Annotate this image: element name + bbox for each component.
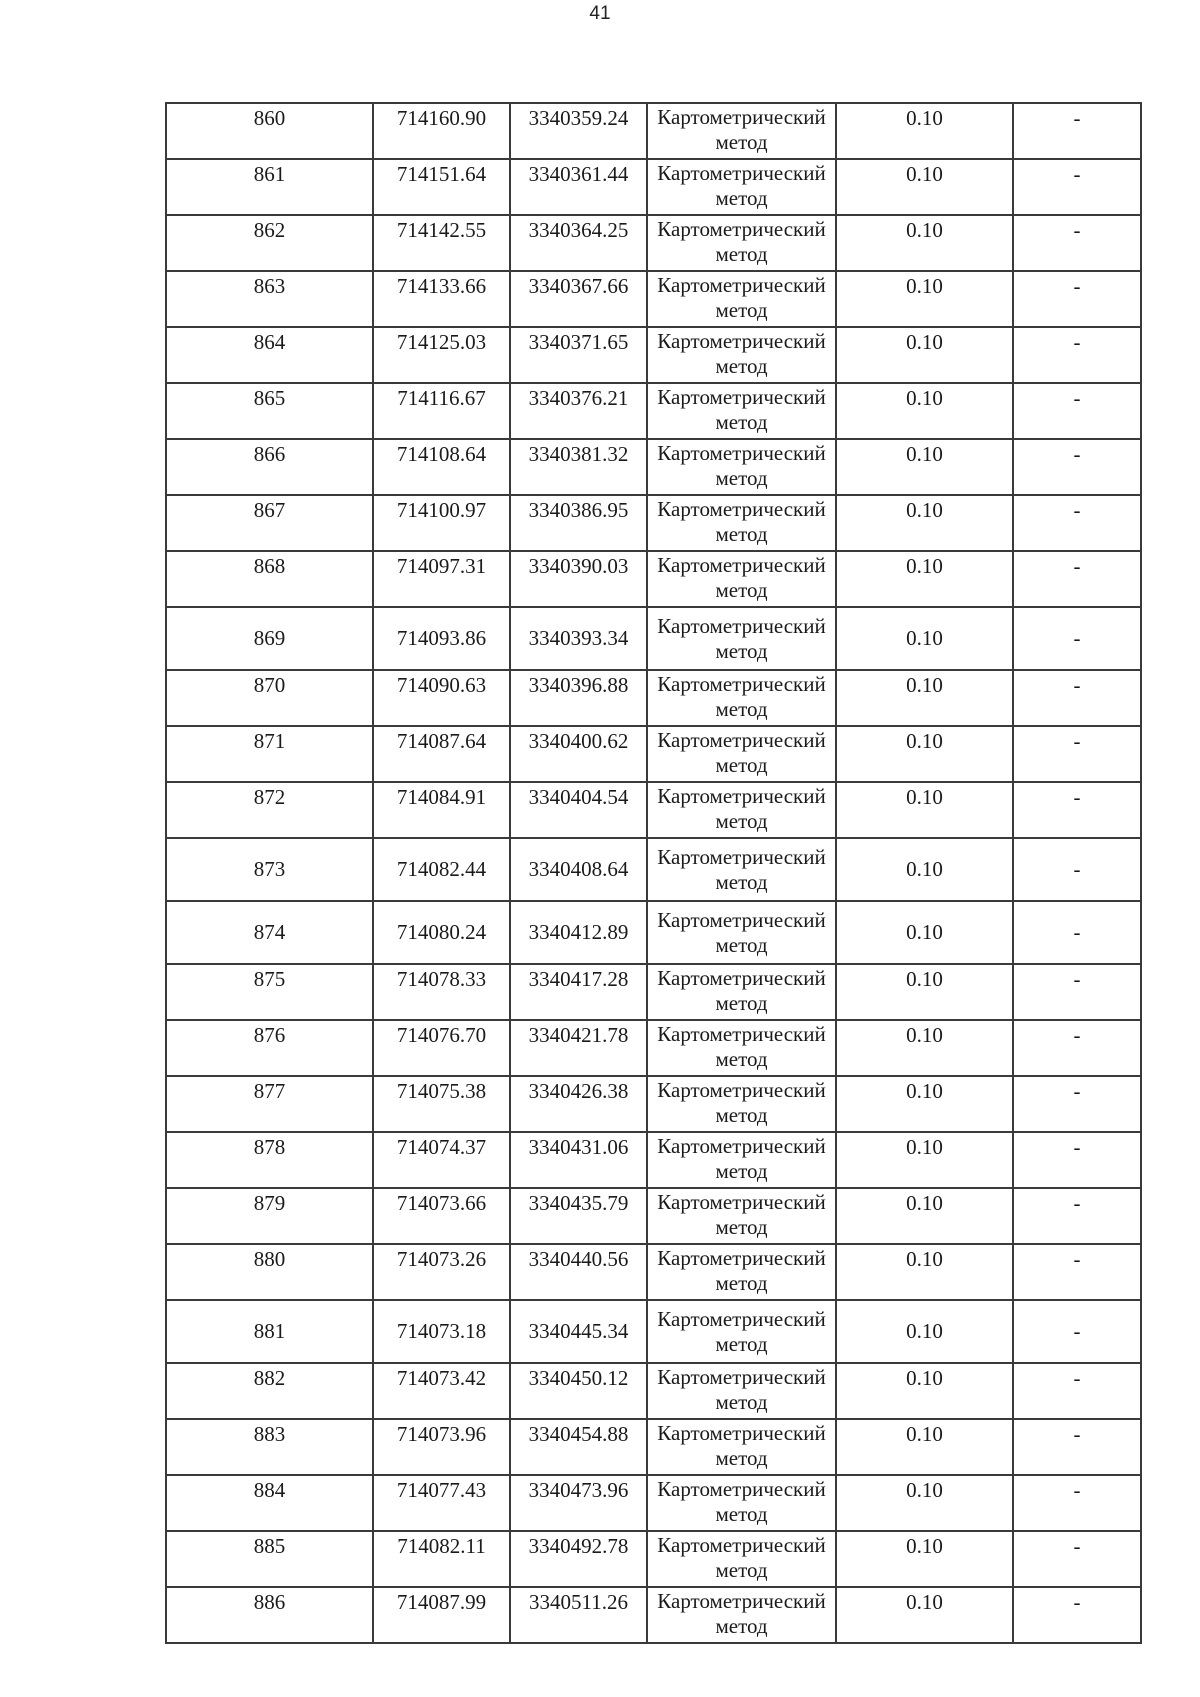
table-row bbox=[166, 271, 1141, 327]
accuracy-cell: 0.10 bbox=[836, 901, 1013, 964]
note-cell: - bbox=[1013, 782, 1141, 838]
note-cell: - bbox=[1013, 103, 1141, 159]
method-line1: Картометрический bbox=[657, 1134, 826, 1158]
x-coordinate-cell: 714082.11 bbox=[373, 1531, 510, 1587]
method-cell bbox=[647, 495, 836, 551]
method-line2: метод bbox=[715, 1047, 768, 1071]
point-number-cell: 879 bbox=[166, 1188, 373, 1244]
method-cell bbox=[647, 1475, 836, 1531]
note-cell: - bbox=[1013, 670, 1141, 726]
method-line1: Картометрический bbox=[657, 329, 826, 353]
table-row bbox=[166, 1188, 1141, 1244]
accuracy-cell: 0.10 bbox=[836, 1020, 1013, 1076]
table-row bbox=[166, 495, 1141, 551]
x-coordinate-cell: 714080.24 bbox=[373, 901, 510, 964]
method-line1: Картометрический bbox=[657, 1022, 826, 1046]
accuracy-cell: 0.10 bbox=[836, 1531, 1013, 1587]
method-cell bbox=[647, 670, 836, 726]
method-cell bbox=[647, 1587, 836, 1643]
x-coordinate-cell: 714097.31 bbox=[373, 551, 510, 607]
method-line2: метод bbox=[715, 1331, 768, 1356]
x-coordinate-cell: 714074.37 bbox=[373, 1132, 510, 1188]
x-coordinate-cell: 714125.03 bbox=[373, 327, 510, 383]
method-line1: Картометрический bbox=[657, 217, 826, 241]
x-coordinate-cell: 714087.99 bbox=[373, 1587, 510, 1643]
method-cell bbox=[647, 327, 836, 383]
y-coordinate-cell: 3340396.88 bbox=[510, 670, 647, 726]
note-cell: - bbox=[1013, 439, 1141, 495]
point-number-cell: 869 bbox=[166, 607, 373, 670]
table-row bbox=[166, 1531, 1141, 1587]
accuracy-cell: 0.10 bbox=[836, 159, 1013, 215]
point-number-cell: 876 bbox=[166, 1020, 373, 1076]
table-row bbox=[166, 670, 1141, 726]
point-number-cell: 875 bbox=[166, 964, 373, 1020]
y-coordinate-cell: 3340492.78 bbox=[510, 1531, 647, 1587]
table-row bbox=[166, 1587, 1141, 1643]
y-coordinate-cell: 3340400.62 bbox=[510, 726, 647, 782]
accuracy-cell: 0.10 bbox=[836, 215, 1013, 271]
method-cell bbox=[647, 103, 836, 159]
point-number-cell: 862 bbox=[166, 215, 373, 271]
accuracy-cell: 0.10 bbox=[836, 1475, 1013, 1531]
y-coordinate-cell: 3340359.24 bbox=[510, 103, 647, 159]
accuracy-cell: 0.10 bbox=[836, 103, 1013, 159]
table-row bbox=[166, 901, 1141, 964]
method-line2: метод bbox=[715, 578, 768, 602]
x-coordinate-cell: 714073.66 bbox=[373, 1188, 510, 1244]
x-coordinate-cell: 714116.67 bbox=[373, 383, 510, 439]
method-line2: метод bbox=[715, 809, 768, 833]
accuracy-cell: 0.10 bbox=[836, 383, 1013, 439]
x-coordinate-cell: 714151.64 bbox=[373, 159, 510, 215]
y-coordinate-cell: 3340450.12 bbox=[510, 1363, 647, 1419]
table-row bbox=[166, 726, 1141, 782]
method-line1: Картометрический bbox=[657, 784, 826, 808]
table-row bbox=[166, 1475, 1141, 1531]
y-coordinate-cell: 3340390.03 bbox=[510, 551, 647, 607]
method-line1: Картометрический bbox=[657, 1190, 826, 1214]
method-cell bbox=[647, 383, 836, 439]
note-cell: - bbox=[1013, 1132, 1141, 1188]
accuracy-cell: 0.10 bbox=[836, 1419, 1013, 1475]
point-number-cell: 863 bbox=[166, 271, 373, 327]
note-cell: - bbox=[1013, 1188, 1141, 1244]
table-row bbox=[166, 551, 1141, 607]
y-coordinate-cell: 3340408.64 bbox=[510, 838, 647, 901]
y-coordinate-cell: 3340361.44 bbox=[510, 159, 647, 215]
accuracy-cell: 0.10 bbox=[836, 1300, 1013, 1363]
x-coordinate-cell: 714075.38 bbox=[373, 1076, 510, 1132]
method-cell bbox=[647, 1188, 836, 1244]
accuracy-cell: 0.10 bbox=[836, 782, 1013, 838]
method-cell bbox=[647, 1244, 836, 1300]
table-row bbox=[166, 1300, 1141, 1363]
note-cell: - bbox=[1013, 607, 1141, 670]
method-cell bbox=[647, 901, 836, 964]
method-line2: метод bbox=[715, 298, 768, 322]
x-coordinate-cell: 714077.43 bbox=[373, 1475, 510, 1531]
note-cell: - bbox=[1013, 1300, 1141, 1363]
accuracy-cell: 0.10 bbox=[836, 1363, 1013, 1419]
table-row bbox=[166, 1020, 1141, 1076]
method-line2: метод bbox=[715, 466, 768, 490]
y-coordinate-cell: 3340440.56 bbox=[510, 1244, 647, 1300]
method-cell bbox=[647, 964, 836, 1020]
table-row bbox=[166, 159, 1141, 215]
note-cell: - bbox=[1013, 1244, 1141, 1300]
x-coordinate-cell: 714100.97 bbox=[373, 495, 510, 551]
y-coordinate-cell: 3340376.21 bbox=[510, 383, 647, 439]
method-cell bbox=[647, 1132, 836, 1188]
note-cell: - bbox=[1013, 327, 1141, 383]
point-number-cell: 870 bbox=[166, 670, 373, 726]
page-number: 41 bbox=[589, 3, 611, 24]
method-line1: Картометрический bbox=[657, 385, 826, 409]
method-line1: Картометрический bbox=[657, 966, 826, 990]
x-coordinate-cell: 714093.86 bbox=[373, 607, 510, 670]
note-cell: - bbox=[1013, 495, 1141, 551]
y-coordinate-cell: 3340421.78 bbox=[510, 1020, 647, 1076]
point-number-cell: 866 bbox=[166, 439, 373, 495]
method-line1: Картометрический bbox=[657, 1246, 826, 1270]
point-number-cell: 877 bbox=[166, 1076, 373, 1132]
accuracy-cell: 0.10 bbox=[836, 838, 1013, 901]
table-row bbox=[166, 1132, 1141, 1188]
y-coordinate-cell: 3340386.95 bbox=[510, 495, 647, 551]
accuracy-cell: 0.10 bbox=[836, 327, 1013, 383]
table-row bbox=[166, 964, 1141, 1020]
method-line1: Картометрический bbox=[657, 1306, 826, 1331]
note-cell: - bbox=[1013, 1076, 1141, 1132]
point-number-cell: 867 bbox=[166, 495, 373, 551]
method-cell bbox=[647, 726, 836, 782]
y-coordinate-cell: 3340445.34 bbox=[510, 1300, 647, 1363]
method-line2: метод bbox=[715, 1446, 768, 1470]
point-number-cell: 860 bbox=[166, 103, 373, 159]
method-cell bbox=[647, 551, 836, 607]
point-number-cell: 886 bbox=[166, 1587, 373, 1643]
note-cell: - bbox=[1013, 1587, 1141, 1643]
method-line1: Картометрический bbox=[657, 1477, 826, 1501]
y-coordinate-cell: 3340393.34 bbox=[510, 607, 647, 670]
point-number-cell: 885 bbox=[166, 1531, 373, 1587]
x-coordinate-cell: 714087.64 bbox=[373, 726, 510, 782]
note-cell: - bbox=[1013, 1363, 1141, 1419]
method-line2: метод bbox=[715, 1502, 768, 1526]
point-number-cell: 865 bbox=[166, 383, 373, 439]
method-cell bbox=[647, 782, 836, 838]
y-coordinate-cell: 3340371.65 bbox=[510, 327, 647, 383]
x-coordinate-cell: 714108.64 bbox=[373, 439, 510, 495]
accuracy-cell: 0.10 bbox=[836, 1244, 1013, 1300]
method-cell bbox=[647, 439, 836, 495]
table-row bbox=[166, 103, 1141, 159]
y-coordinate-cell: 3340364.25 bbox=[510, 215, 647, 271]
method-line2: метод bbox=[715, 932, 768, 957]
y-coordinate-cell: 3340511.26 bbox=[510, 1587, 647, 1643]
note-cell: - bbox=[1013, 1531, 1141, 1587]
note-cell: - bbox=[1013, 964, 1141, 1020]
point-number-cell: 868 bbox=[166, 551, 373, 607]
y-coordinate-cell: 3340417.28 bbox=[510, 964, 647, 1020]
point-number-cell: 881 bbox=[166, 1300, 373, 1363]
method-line1: Картометрический bbox=[657, 273, 826, 297]
method-cell bbox=[647, 1020, 836, 1076]
y-coordinate-cell: 3340404.54 bbox=[510, 782, 647, 838]
table-row bbox=[166, 1244, 1141, 1300]
method-line1: Картометрический bbox=[657, 728, 826, 752]
note-cell: - bbox=[1013, 215, 1141, 271]
table-row bbox=[166, 1076, 1141, 1132]
method-cell bbox=[647, 271, 836, 327]
note-cell: - bbox=[1013, 271, 1141, 327]
method-line2: метод bbox=[715, 869, 768, 894]
method-line2: метод bbox=[715, 130, 768, 154]
point-number-cell: 872 bbox=[166, 782, 373, 838]
table-row bbox=[166, 1419, 1141, 1475]
method-line2: метод bbox=[715, 1271, 768, 1295]
accuracy-cell: 0.10 bbox=[836, 495, 1013, 551]
method-cell bbox=[647, 159, 836, 215]
point-number-cell: 884 bbox=[166, 1475, 373, 1531]
point-number-cell: 878 bbox=[166, 1132, 373, 1188]
method-line1: Картометрический bbox=[657, 844, 826, 869]
method-line1: Картометрический bbox=[657, 613, 826, 638]
accuracy-cell: 0.10 bbox=[836, 551, 1013, 607]
x-coordinate-cell: 714082.44 bbox=[373, 838, 510, 901]
method-line1: Картометрический bbox=[657, 105, 826, 129]
method-cell bbox=[647, 1531, 836, 1587]
method-line2: метод bbox=[715, 1558, 768, 1582]
method-cell bbox=[647, 215, 836, 271]
table-row bbox=[166, 782, 1141, 838]
note-cell: - bbox=[1013, 901, 1141, 964]
method-line2: метод bbox=[715, 697, 768, 721]
x-coordinate-cell: 714073.42 bbox=[373, 1363, 510, 1419]
point-number-cell: 861 bbox=[166, 159, 373, 215]
accuracy-cell: 0.10 bbox=[836, 1076, 1013, 1132]
method-line1: Картометрический bbox=[657, 1365, 826, 1389]
x-coordinate-cell: 714160.90 bbox=[373, 103, 510, 159]
method-line2: метод bbox=[715, 242, 768, 266]
y-coordinate-cell: 3340426.38 bbox=[510, 1076, 647, 1132]
method-line2: метод bbox=[715, 1103, 768, 1127]
method-line2: метод bbox=[715, 1614, 768, 1638]
x-coordinate-cell: 714073.18 bbox=[373, 1300, 510, 1363]
x-coordinate-cell: 714073.26 bbox=[373, 1244, 510, 1300]
method-line1: Картометрический bbox=[657, 1589, 826, 1613]
point-number-cell: 873 bbox=[166, 838, 373, 901]
y-coordinate-cell: 3340431.06 bbox=[510, 1132, 647, 1188]
table-row bbox=[166, 607, 1141, 670]
accuracy-cell: 0.10 bbox=[836, 670, 1013, 726]
x-coordinate-cell: 714084.91 bbox=[373, 782, 510, 838]
y-coordinate-cell: 3340381.32 bbox=[510, 439, 647, 495]
method-line1: Картометрический bbox=[657, 441, 826, 465]
method-line1: Картометрический bbox=[657, 1421, 826, 1445]
note-cell: - bbox=[1013, 726, 1141, 782]
x-coordinate-cell: 714073.96 bbox=[373, 1419, 510, 1475]
method-line2: метод bbox=[715, 1215, 768, 1239]
x-coordinate-cell: 714076.70 bbox=[373, 1020, 510, 1076]
table-row bbox=[166, 383, 1141, 439]
method-cell bbox=[647, 1363, 836, 1419]
note-cell: - bbox=[1013, 551, 1141, 607]
note-cell: - bbox=[1013, 838, 1141, 901]
method-line2: метод bbox=[715, 410, 768, 434]
accuracy-cell: 0.10 bbox=[836, 439, 1013, 495]
y-coordinate-cell: 3340473.96 bbox=[510, 1475, 647, 1531]
point-number-cell: 880 bbox=[166, 1244, 373, 1300]
accuracy-cell: 0.10 bbox=[836, 1132, 1013, 1188]
coordinates-table bbox=[165, 102, 1142, 1644]
table-row bbox=[166, 215, 1141, 271]
x-coordinate-cell: 714090.63 bbox=[373, 670, 510, 726]
point-number-cell: 874 bbox=[166, 901, 373, 964]
accuracy-cell: 0.10 bbox=[836, 964, 1013, 1020]
accuracy-cell: 0.10 bbox=[836, 271, 1013, 327]
method-cell bbox=[647, 607, 836, 670]
note-cell: - bbox=[1013, 1419, 1141, 1475]
point-number-cell: 883 bbox=[166, 1419, 373, 1475]
method-line2: метод bbox=[715, 753, 768, 777]
method-line1: Картометрический bbox=[657, 497, 826, 521]
y-coordinate-cell: 3340435.79 bbox=[510, 1188, 647, 1244]
point-number-cell: 871 bbox=[166, 726, 373, 782]
accuracy-cell: 0.10 bbox=[836, 1188, 1013, 1244]
table-row bbox=[166, 439, 1141, 495]
coordinates-table-body bbox=[166, 103, 1141, 1643]
method-line1: Картометрический bbox=[657, 672, 826, 696]
note-cell: - bbox=[1013, 1020, 1141, 1076]
method-line2: метод bbox=[715, 186, 768, 210]
accuracy-cell: 0.10 bbox=[836, 1587, 1013, 1643]
method-cell bbox=[647, 1076, 836, 1132]
method-line2: метод bbox=[715, 991, 768, 1015]
method-line1: Картометрический bbox=[657, 161, 826, 185]
method-line2: метод bbox=[715, 354, 768, 378]
table-row bbox=[166, 838, 1141, 901]
y-coordinate-cell: 3340454.88 bbox=[510, 1419, 647, 1475]
method-line1: Картометрический bbox=[657, 553, 826, 577]
note-cell: - bbox=[1013, 383, 1141, 439]
method-line1: Картометрический bbox=[657, 1078, 826, 1102]
x-coordinate-cell: 714078.33 bbox=[373, 964, 510, 1020]
method-line1: Картометрический bbox=[657, 1533, 826, 1557]
point-number-cell: 864 bbox=[166, 327, 373, 383]
point-number-cell: 882 bbox=[166, 1363, 373, 1419]
method-line2: метод bbox=[715, 1159, 768, 1183]
table-row bbox=[166, 1363, 1141, 1419]
method-cell bbox=[647, 1300, 836, 1363]
method-cell bbox=[647, 838, 836, 901]
accuracy-cell: 0.10 bbox=[836, 607, 1013, 670]
note-cell: - bbox=[1013, 159, 1141, 215]
method-line2: метод bbox=[715, 1390, 768, 1414]
x-coordinate-cell: 714142.55 bbox=[373, 215, 510, 271]
y-coordinate-cell: 3340367.66 bbox=[510, 271, 647, 327]
method-line1: Картометрический bbox=[657, 907, 826, 932]
method-line2: метод bbox=[715, 522, 768, 546]
method-line2: метод bbox=[715, 638, 768, 663]
note-cell: - bbox=[1013, 1475, 1141, 1531]
accuracy-cell: 0.10 bbox=[836, 726, 1013, 782]
method-cell bbox=[647, 1419, 836, 1475]
table-row bbox=[166, 327, 1141, 383]
y-coordinate-cell: 3340412.89 bbox=[510, 901, 647, 964]
x-coordinate-cell: 714133.66 bbox=[373, 271, 510, 327]
